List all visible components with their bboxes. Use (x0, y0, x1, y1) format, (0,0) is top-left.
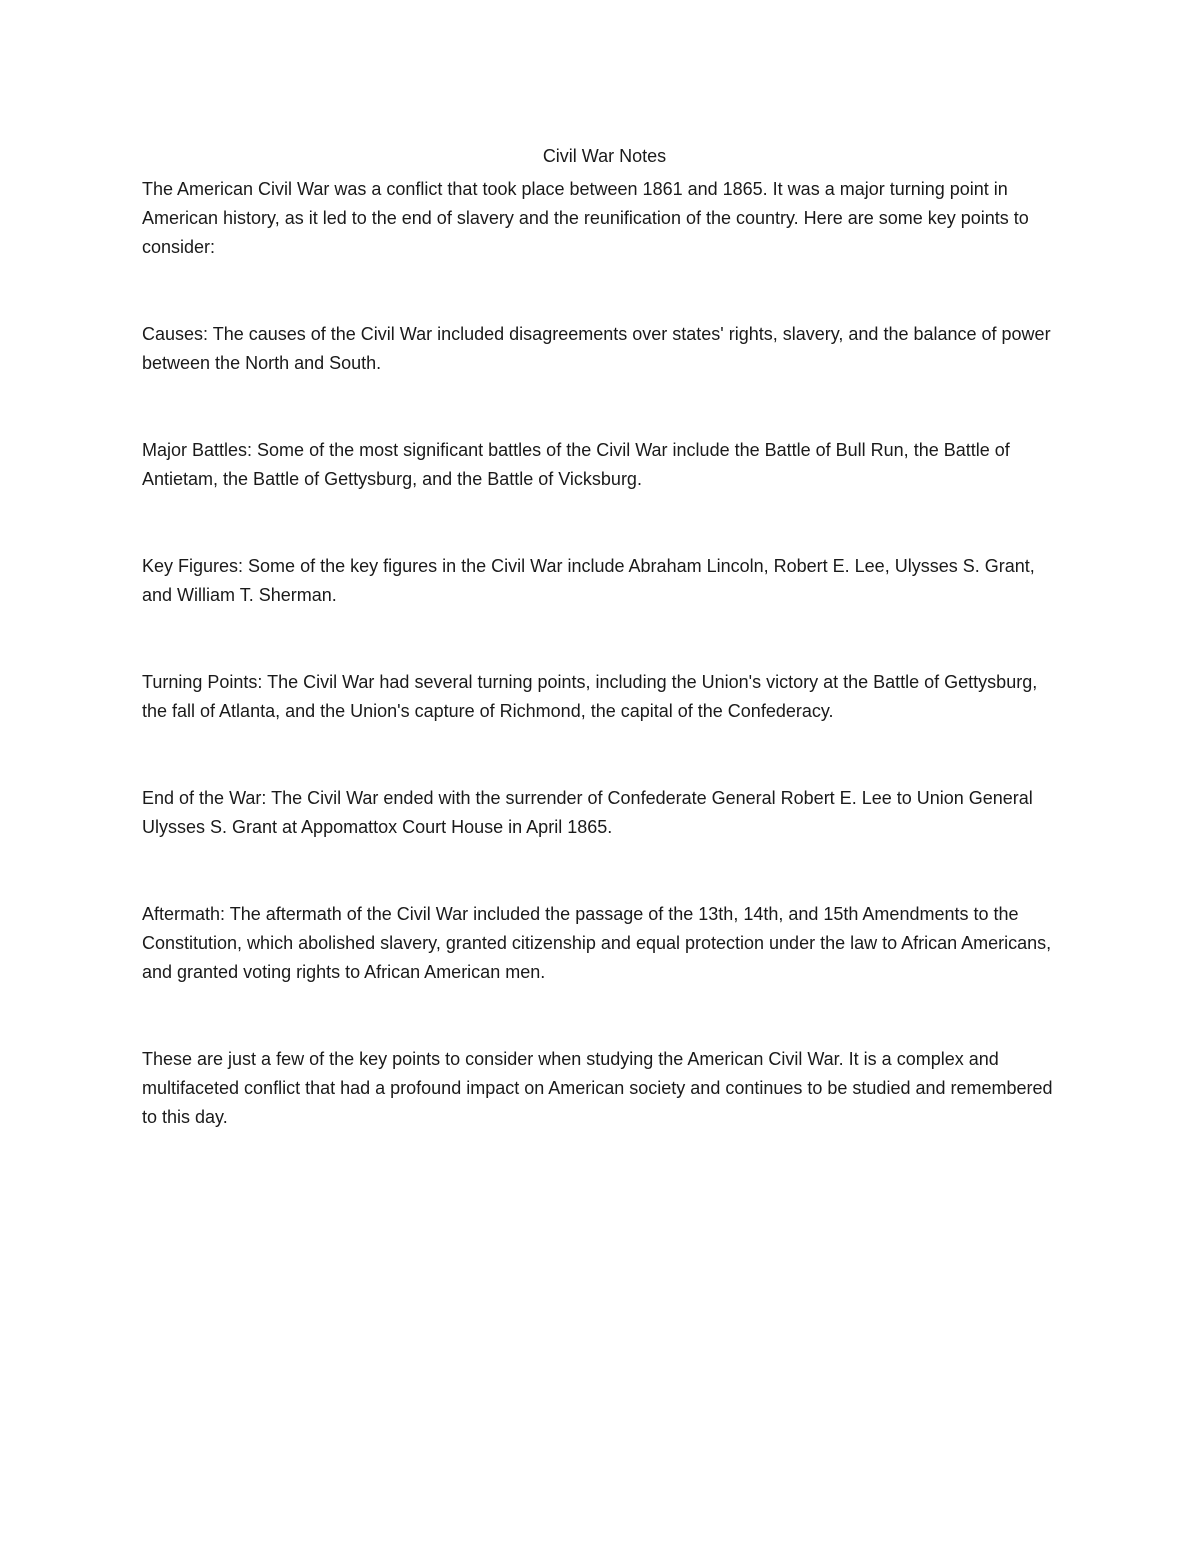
document-title: Civil War Notes (542, 146, 667, 166)
turning-points-paragraph: Turning Points: The Civil War had several turning points, including the Union's victory at the Battle of Gettysburg, the fall of Atlanta, and the Union's capture of Richmond, the capital of the Confederacy. (142, 672, 1038, 721)
causes-paragraph: Causes: The causes of the Civil War included disagreements over states' rights, slavery, and the balance of power between the North and South. (142, 324, 1051, 373)
end-of-war-paragraph: End of the War: The Civil War ended with the surrender of Confederate General Robert E. Lee to Union General Ulysses S. Grant at Appomattox Court House in April 1865. (142, 788, 1033, 837)
key-figures-paragraph: Key Figures: Some of the key figures in the Civil War include Abraham Lincoln, Robert E. Lee, Ulysses S. Grant, and William T. Sherman. (142, 556, 1035, 605)
major-battles-paragraph: Major Battles: Some of the most significant battles of the Civil War include the Battle of Bull Run, the Battle of Antietam, the Battle of Gettysburg, and the Battle of Vicksburg. (142, 440, 1010, 489)
document-body (142, 142, 1067, 1132)
conclusion-paragraph: These are just a few of the key points to consider when studying the American Civil War. It is a complex and multifaceted conflict that had a profound impact on American society and continues to be studied and remembered to this day. (142, 1049, 1053, 1127)
intro-paragraph: The American Civil War was a conflict that took place between 1861 and 1865. It was a major turning point in American history, as it led to the end of slavery and the reunification of the country. Here are some key points to consider: (142, 179, 1029, 257)
aftermath-paragraph: Aftermath: The aftermath of the Civil War included the passage of the 13th, 14th, and 15th Amendments to the Constitution, which abolished slavery, granted citizenship and equal protection under the law to African Americans, and granted voting rights to African American men. (142, 904, 1052, 982)
